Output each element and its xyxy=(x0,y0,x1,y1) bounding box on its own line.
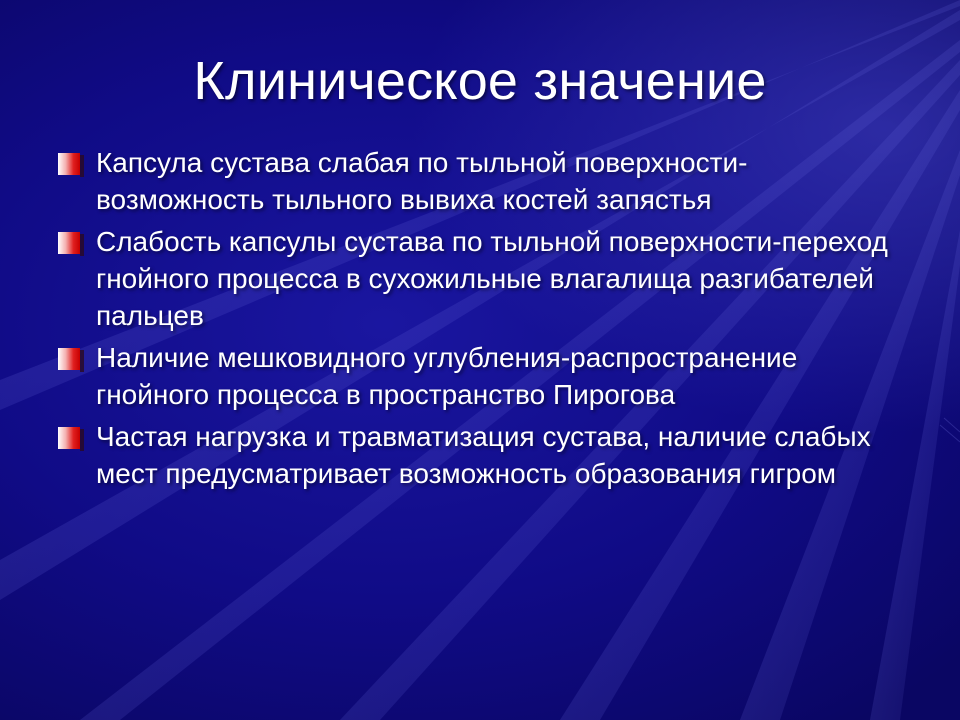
bullet-item xyxy=(58,144,898,218)
bullet-square-icon xyxy=(58,348,82,372)
bullet-square-icon xyxy=(58,232,82,256)
slide-title: Клиническое значение xyxy=(193,51,767,111)
bullet-list xyxy=(58,144,898,497)
bullet-item xyxy=(58,418,898,492)
bullet-square-icon xyxy=(58,427,82,451)
bullet-item xyxy=(58,339,898,413)
bullet-square-icon xyxy=(58,153,82,177)
bullet-text: Наличие мешковидного углубления-распространение гнойного процесса в пространство Пирогова xyxy=(96,342,798,410)
bullet-text: Капсула сустава слабая по тыльной поверхности-возможность тыльного вывиха костей запястья xyxy=(96,147,748,215)
bullet-item xyxy=(58,223,898,334)
bullet-text: Частая нагрузка и травматизация сустава, наличие слабых мест предусматривает возможность образования гигром xyxy=(96,421,871,489)
bullet-text: Слабость капсулы сустава по тыльной поверхности-переход гнойного процесса в сухожильные влагалища разгибателей пальцев xyxy=(96,226,888,331)
